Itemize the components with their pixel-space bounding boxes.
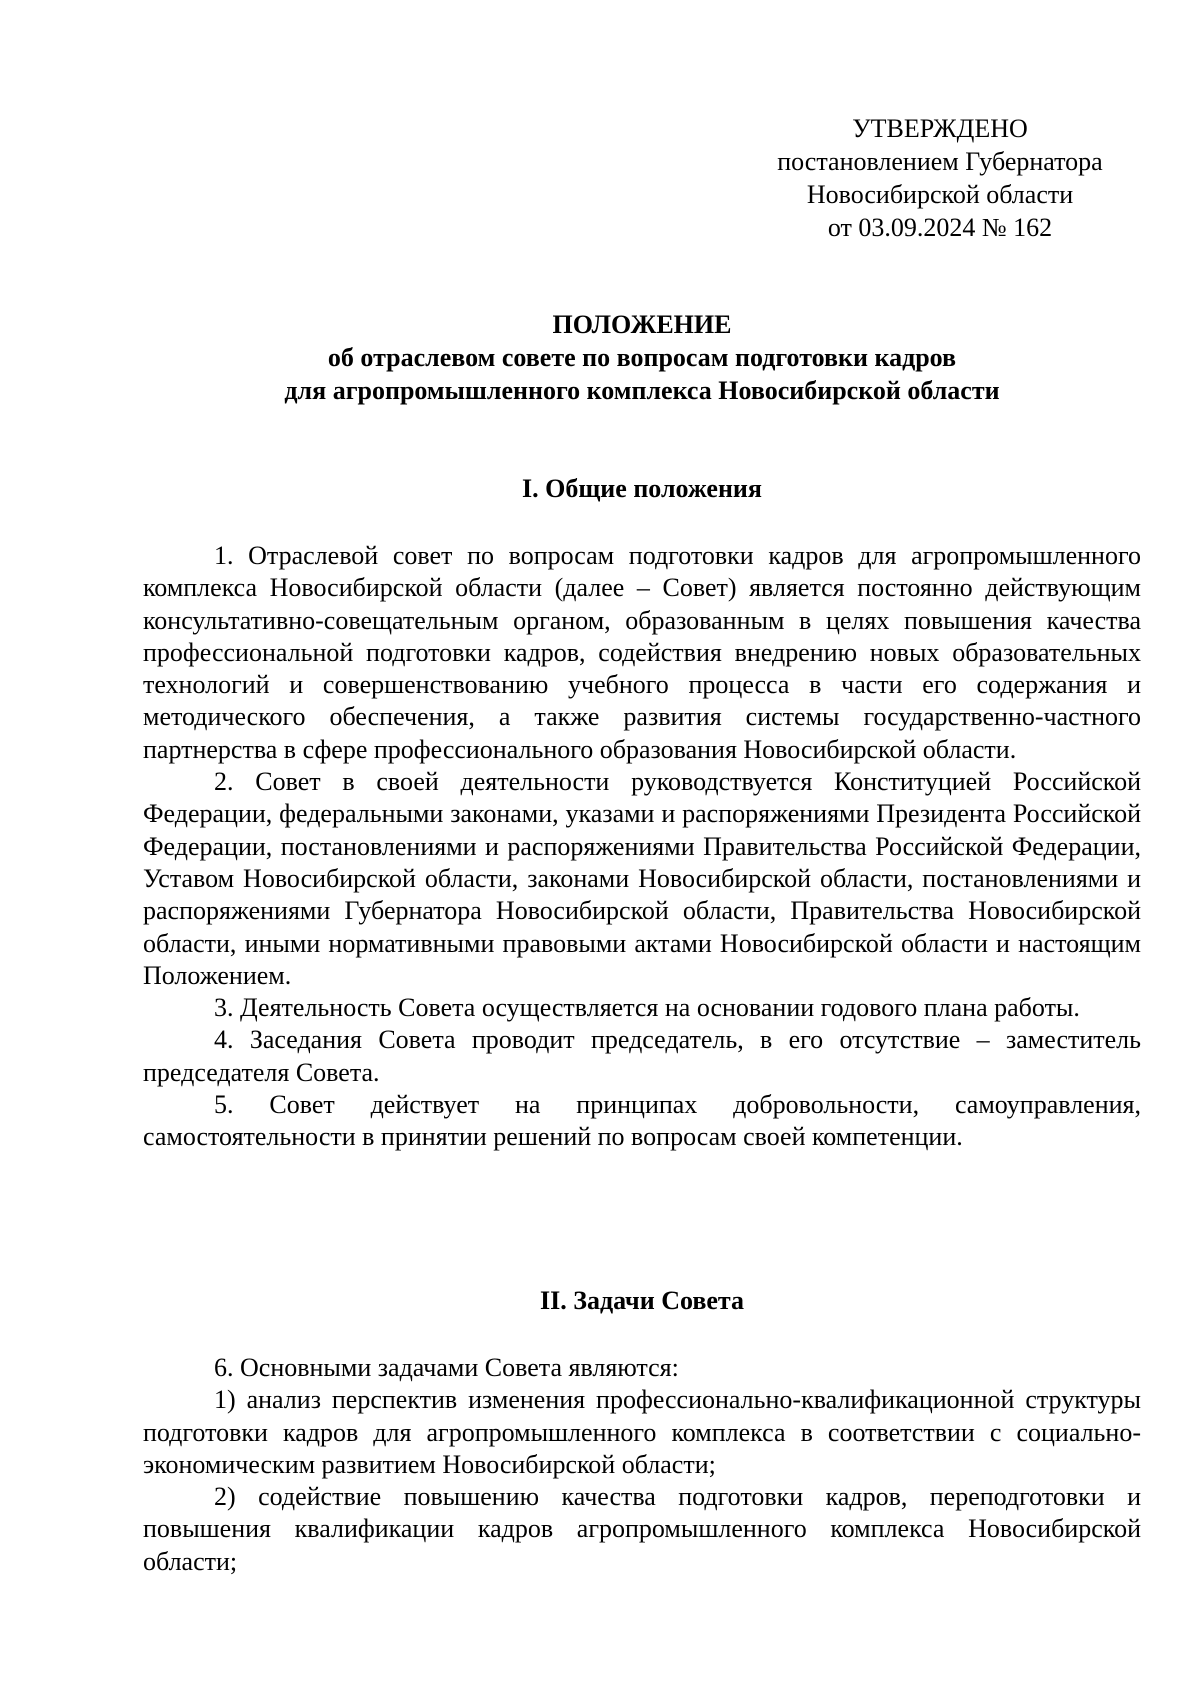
title-main: ПОЛОЖЕНИЕ [552,310,732,339]
section-tasks-body [143,1352,1141,1578]
document-title [143,308,1141,407]
section-heading-general: I. Общие положения [522,474,762,503]
approval-heading: УТВЕРЖДЕНО [852,114,1028,143]
task-item-1: 1) анализ перспектив изменения профессионально-квалификационной структуры подготовки кадров для агропромышленного комплекса в соответствии с социально-экономическим развитием Новосибирской области; [143,1385,1141,1479]
approval-stamp [740,112,1140,244]
paragraph-5: 5. Совет действует на принципах добровольности, самоуправления, самостоятельности в принятии решений по вопросам своей компетенции. [143,1090,1141,1152]
title-subtitle-line-2: для агропромышленного комплекса Новосибирской области [284,376,1000,405]
paragraph-1: 1. Отраслевой совет по вопросам подготовки кадров для агропромышленного комплекса Новосибирской области (далее – Совет) является постоянно действующим консультативно-совещательным органом, образованным в целях повышения качества профессиональной подготовки кадров, содействия внедрению новых образовательных технологий и совершенствованию учебного процесса в части его содержания и методического обеспечения, а также развития системы государственно-частного партнерства в сфере профессионального образования Новосибирской области. [143,541,1141,764]
paragraph-6: 6. Основными задачами Совета являются: [214,1353,679,1382]
paragraph-4: 4. Заседания Совета проводит председатель, в его отсутствие – заместитель председателя Совета. [143,1025,1141,1087]
approval-region-line: Новосибирской области [806,180,1074,209]
task-item-2: 2) содействие повышению качества подготовки кадров, переподготовки и повышения квалификации кадров агропромышленного комплекса Новосибирской области; [143,1482,1141,1576]
approval-date-number: от 03.09.2024 № 162 [827,213,1053,242]
section-general-body [143,540,1141,1154]
paragraph-3: 3. Деятельность Совета осуществляется на основании годового плана работы. [214,993,1080,1023]
paragraph-2: 2. Совет в своей деятельности руководствуется Конституцией Российской Федерации, федеральными законами, указами и распоряжениями Президента Российской Федерации, постановлениями и распоряжениями Правительства Российской Федерации, Уставом Новосибирской области, законами Новосибирской области, постановлениями и распоряжениями Губернатора Новосибирской области, Правительства Новосибирской области, иными нормативными правовыми актами Новосибирской области и настоящим Положением. [143,767,1141,990]
section-heading-tasks: II. Задачи Совета [539,1286,744,1315]
approval-decree-line: постановлением Губернатора [777,147,1103,176]
title-subtitle-line-1: об отраслевом совете по вопросам подготовки кадров [327,343,957,372]
